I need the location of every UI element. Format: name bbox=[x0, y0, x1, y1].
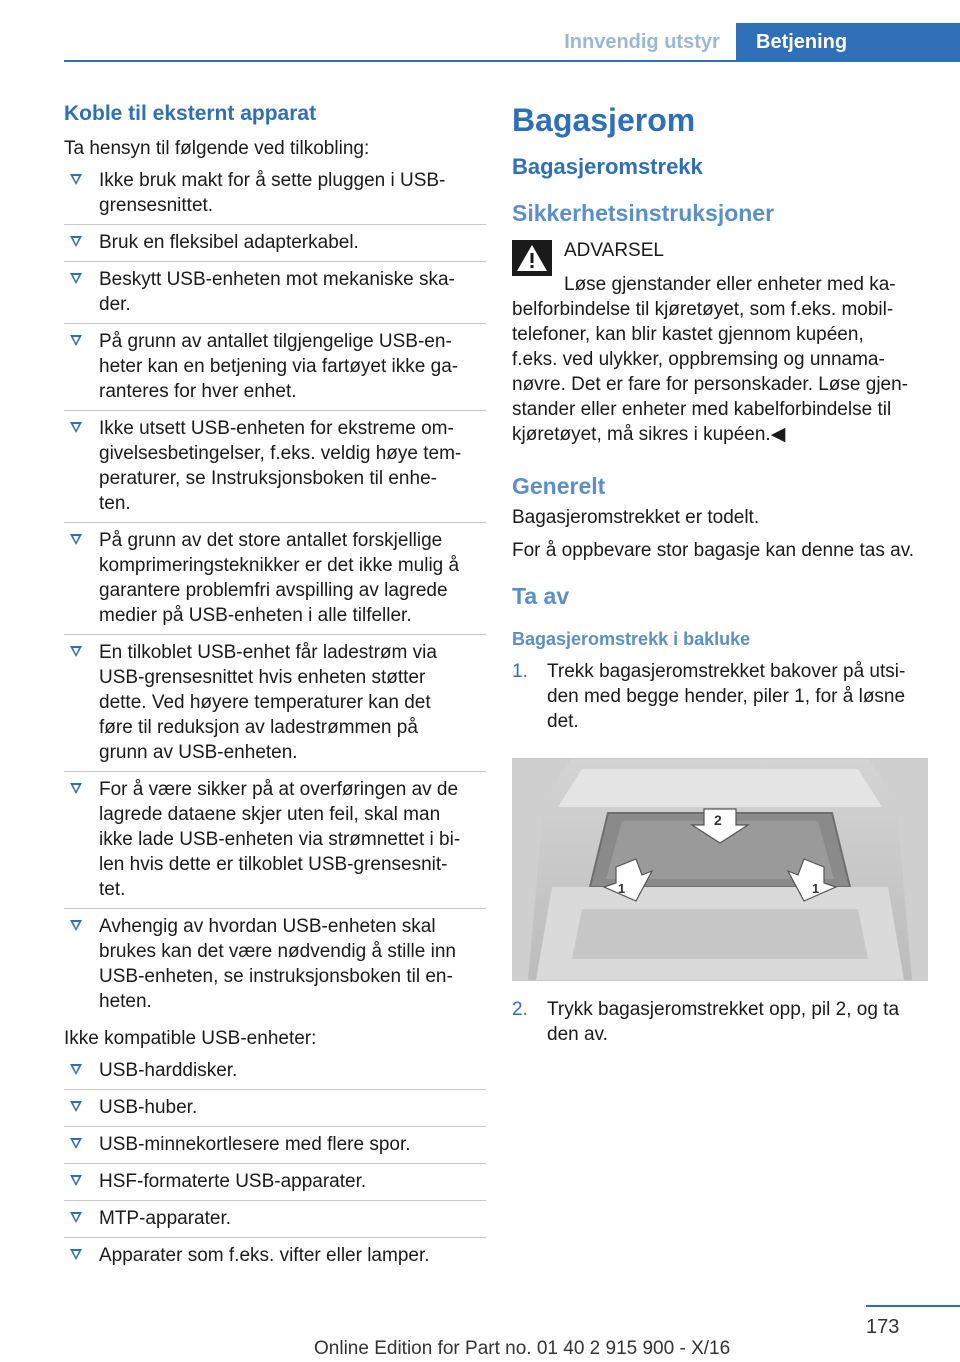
list-item bbox=[64, 1163, 486, 1200]
warning-first-line: Løse gjenstander eller enheter med ka- bbox=[564, 274, 896, 295]
header-rule bbox=[64, 60, 960, 62]
step-2 bbox=[512, 991, 932, 1055]
bullet-triangle-icon bbox=[70, 920, 82, 931]
bullet-triangle-icon bbox=[70, 1249, 82, 1260]
general-heading: Generelt bbox=[512, 473, 606, 499]
bullet-triangle-icon bbox=[70, 534, 82, 545]
list-item bbox=[64, 1200, 486, 1237]
list-item bbox=[64, 410, 486, 522]
list-item bbox=[64, 634, 486, 771]
footer-rule bbox=[866, 1305, 960, 1307]
list-item bbox=[64, 163, 486, 224]
list-item-text: USB-minnekortlesere med flere spor. bbox=[99, 1134, 411, 1155]
right-column bbox=[512, 100, 932, 1055]
bullet-triangle-icon bbox=[70, 783, 82, 794]
bullet-triangle-icon bbox=[70, 646, 82, 657]
list-item-text: MTP-apparater. bbox=[99, 1208, 231, 1229]
list-item-text: Beskytt USB-enheten mot mekaniske ska- der. bbox=[99, 269, 455, 315]
steps-list bbox=[512, 653, 932, 742]
bullet-triangle-icon bbox=[70, 174, 82, 185]
bullet-triangle-icon bbox=[70, 273, 82, 284]
step-number: 2. bbox=[512, 999, 528, 1020]
list-item bbox=[64, 908, 486, 1020]
chapter-title: Bagasjerom bbox=[512, 102, 696, 138]
general-text-1: Bagasjeromstrekket er todelt. bbox=[512, 507, 760, 528]
figure-label-1-left: 1 bbox=[618, 881, 626, 896]
steps-list-2 bbox=[512, 991, 932, 1055]
figure-label-2: 2 bbox=[714, 812, 722, 828]
page-number: 173 bbox=[866, 1316, 900, 1338]
intro-text: Ta hensyn til følgende ved tilkobling: bbox=[64, 138, 370, 159]
incompatible-intro: Ikke kompatible USB-enheter: bbox=[64, 1028, 317, 1049]
left-column bbox=[64, 100, 486, 1274]
trunk-illustration bbox=[512, 759, 928, 980]
footer-edition: Online Edition for Part no. 01 40 2 915 900 - X/16 bbox=[314, 1338, 731, 1359]
warning-label: ADVARSEL bbox=[564, 240, 664, 261]
list-item-text: Bruk en fleksibel adapterkabel. bbox=[99, 232, 359, 253]
list-item bbox=[64, 323, 486, 410]
safety-heading: Sikkerhetsinstruksjoner bbox=[512, 200, 775, 226]
list-item bbox=[64, 1089, 486, 1126]
bullet-triangle-icon bbox=[70, 1138, 82, 1149]
list-item bbox=[64, 224, 486, 261]
list-item bbox=[64, 522, 486, 634]
list-item bbox=[64, 261, 486, 323]
incompatible-devices-list bbox=[64, 1053, 486, 1274]
list-item-text: På grunn av antallet tilgjengelige USB-en- heter kan en betjening via fartøyet ikke ga- ranteres for hver enhet. bbox=[99, 331, 459, 402]
list-item bbox=[64, 1053, 486, 1089]
trunk-cover-figure bbox=[512, 758, 928, 981]
bullet-triangle-icon bbox=[70, 1101, 82, 1112]
list-item-text: USB-huber. bbox=[99, 1097, 198, 1118]
bullet-triangle-icon bbox=[70, 236, 82, 247]
subtitle: Bagasjeromstrekk bbox=[512, 154, 703, 179]
remove-heading: Ta av bbox=[512, 583, 570, 609]
header-section-tab[interactable]: Innvendig utstyr bbox=[564, 30, 720, 53]
step-text: Trekk bagasjeromstrekket bakover på utsi- den med begge hender, piler 1, for å løsne det. bbox=[547, 661, 906, 732]
list-item bbox=[64, 771, 486, 908]
section-heading-connect: Koble til eksternt apparat bbox=[64, 102, 317, 125]
figure-label-1-right: 1 bbox=[812, 881, 820, 896]
bullet-triangle-icon bbox=[70, 1064, 82, 1075]
list-item-text: USB-harddisker. bbox=[99, 1060, 238, 1081]
bullet-triangle-icon bbox=[70, 422, 82, 433]
step-number: 1. bbox=[512, 661, 528, 682]
warning-block bbox=[512, 238, 932, 447]
list-item-text: For å være sikker på at overføringen av de lagrede dataene skjer uten feil, skal man ikke lade USB-enheten via strømnettet i bi- len hvis dette er tilkoblet USB-grensesnit- tet. bbox=[99, 779, 461, 900]
list-item-text: Ikke utsett USB-enheten for ekstreme om- givelsesbetingelser, f.eks. veldig høye tem- peraturer, se Instruksjonsboken til enhe- ten. bbox=[99, 418, 462, 514]
step-1 bbox=[512, 653, 932, 742]
bullet-triangle-icon bbox=[70, 335, 82, 346]
list-item-text: Avhengig av hvordan USB-enheten skal brukes kan det være nødvendig å stille inn USB-enheten, se instruksjonsboken til en- heten. bbox=[99, 916, 456, 1012]
list-item-text: På grunn av det store antallet forskjellige komprimeringsteknikker er det ikke mulig å garantere problemfri avspilling av lagrede medier på USB-enheten i alle tilfeller. bbox=[99, 530, 460, 626]
warning-triangle-icon bbox=[512, 240, 552, 276]
warning-body: belforbindelse til kjøretøyet, som f.eks. mobil- telefoner, kan blir kastet gjennom kupéen, f.eks. ved ulykker, oppbremsing og unnama- nøvre. Det er fare for personskader. Løse gjen- stander eller enheter med kabelforbindelse til kjøretøyet, må sikres i kupéen.◀ bbox=[512, 299, 909, 445]
list-item-text: Ikke bruk makt for å sette pluggen i USB- grensesnittet. bbox=[99, 170, 446, 216]
tailgate-heading: Bagasjeromstrekk i bakluke bbox=[512, 629, 751, 649]
connection-tips-list bbox=[64, 163, 486, 1020]
bullet-triangle-icon bbox=[70, 1175, 82, 1186]
step-text: Trykk bagasjeromstrekket opp, pil 2, og ta den av. bbox=[547, 999, 900, 1045]
general-text-2: For å oppbevare stor bagasje kan denne tas av. bbox=[512, 540, 915, 561]
list-item-text: En tilkoblet USB-enhet får ladestrøm via USB-grensesnittet hvis enheten støtter dette. Ved høyere temperaturer kan det føre til reduksjon av ladestrømmen på grunn av USB-enheten. bbox=[99, 642, 437, 763]
list-item-text: HSF-formaterte USB-apparater. bbox=[99, 1171, 367, 1192]
list-item bbox=[64, 1126, 486, 1163]
header-chapter-tab[interactable]: Betjening bbox=[736, 23, 960, 62]
list-item-text: Apparater som f.eks. vifter eller lamper. bbox=[99, 1245, 430, 1266]
list-item bbox=[64, 1237, 486, 1274]
bullet-triangle-icon bbox=[70, 1212, 82, 1223]
